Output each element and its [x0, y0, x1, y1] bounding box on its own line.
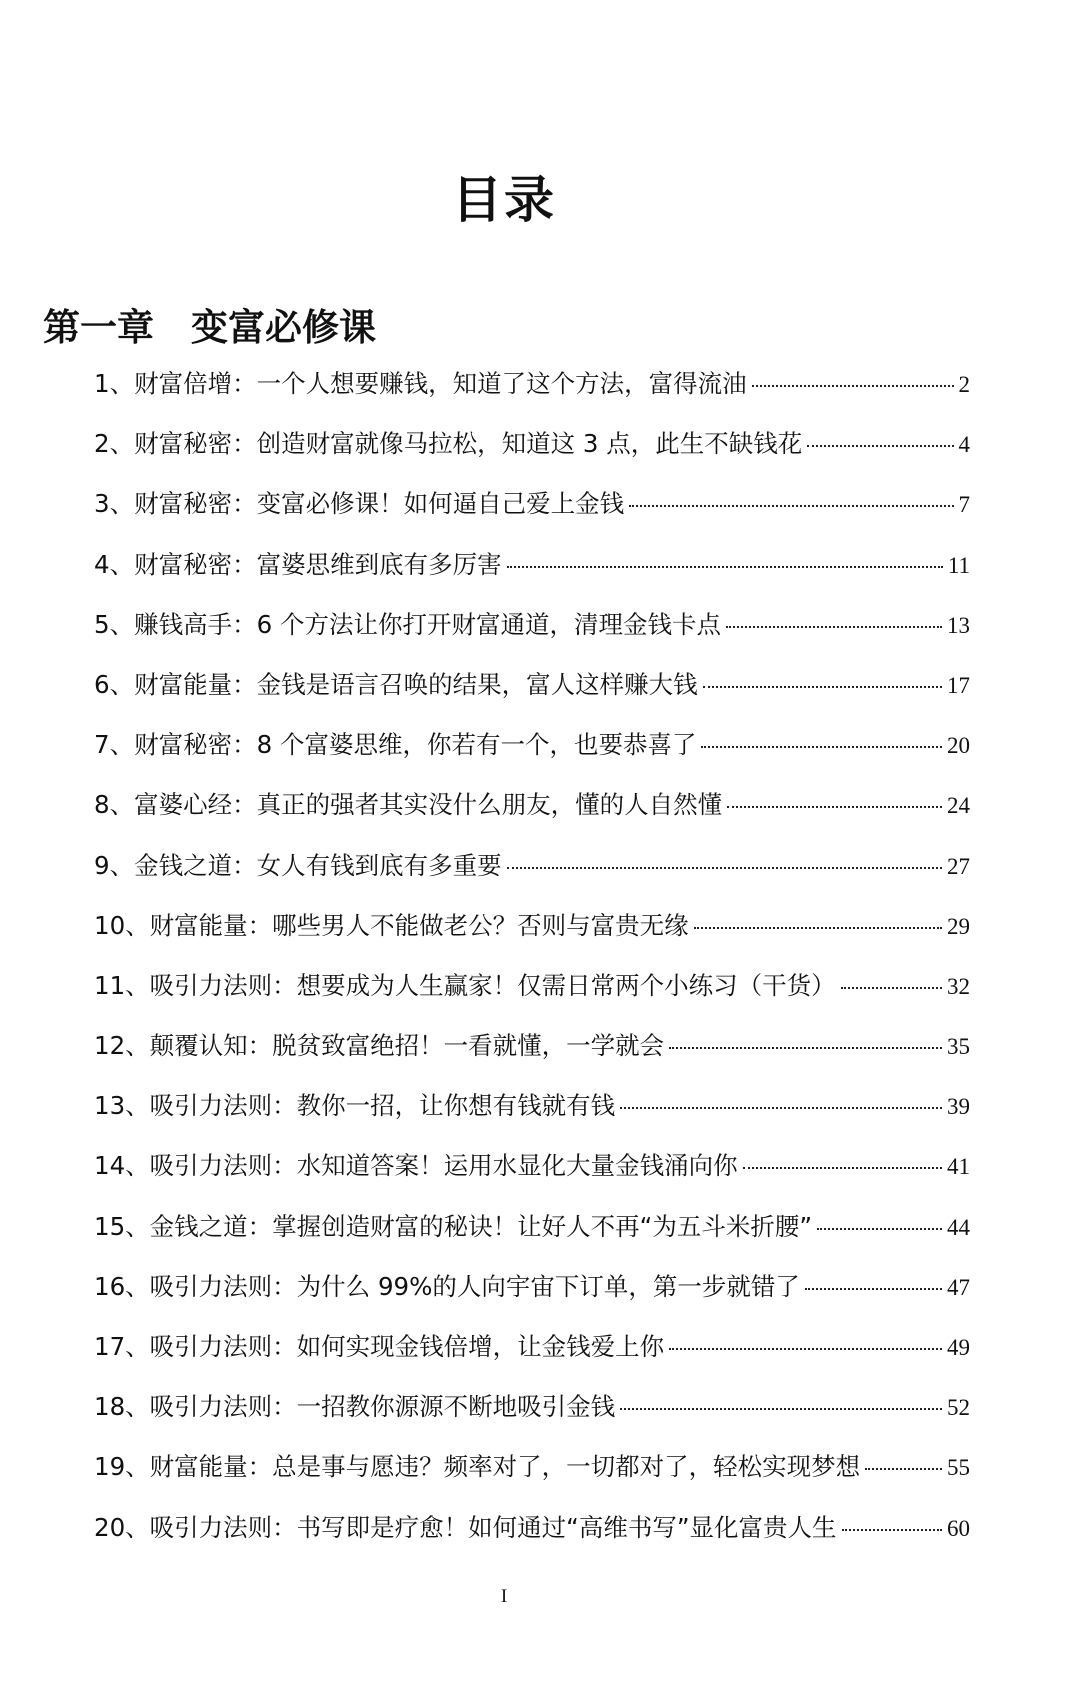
toc-entry[interactable] — [94, 1211, 970, 1271]
toc-entry[interactable] — [94, 1391, 970, 1451]
toc-entry-page: 39 — [947, 1094, 970, 1120]
toc-entry-page: 27 — [947, 853, 970, 879]
toc-entry-page: 4 — [958, 432, 970, 458]
toc-entry-text: 11、吸引力法则：想要成为人生赢家！仅需日常两个小练习（干货） — [94, 970, 836, 1000]
chapter-title: 第一章 变富必修课 — [43, 306, 376, 349]
toc-entry-page: 24 — [947, 793, 970, 819]
toc-entry-text: 9、金钱之道：女人有钱到底有多重要 — [94, 850, 502, 880]
toc-entry-text: 1、财富倍增：一个人想要赚钱，知道了这个方法，富得流油 — [94, 369, 747, 398]
dot-leader — [620, 1107, 942, 1109]
toc-entry[interactable] — [94, 428, 970, 488]
toc-entry-text: 5、赚钱高手：6 个方法让你打开财富通道，清理金钱卡点 — [94, 609, 721, 639]
toc-entry-text: 7、财富秘密：8 个富婆思维，你若有一个，也要恭喜了 — [94, 730, 697, 760]
toc-entry[interactable] — [94, 1090, 970, 1150]
dot-leader — [752, 385, 954, 387]
dot-leader — [865, 1468, 942, 1470]
toc-entry[interactable] — [94, 850, 970, 910]
toc-entry-page: 2 — [958, 372, 970, 397]
toc-entry-page: 17 — [947, 672, 970, 698]
dot-leader — [507, 566, 943, 568]
toc-entry[interactable] — [94, 970, 970, 1030]
toc-entry-text: 14、吸引力法则：水知道答案！运用水显化大量金钱涌向你 — [94, 1151, 738, 1181]
dot-leader — [629, 505, 953, 507]
toc-entry[interactable] — [94, 488, 970, 548]
dot-leader — [817, 1228, 942, 1230]
toc-entry-page: 49 — [947, 1335, 970, 1360]
toc-entry-page: 52 — [947, 1395, 970, 1421]
toc-entry-page: 20 — [947, 733, 970, 759]
toc-entry[interactable] — [94, 1150, 970, 1210]
footer-page-number: I — [500, 1586, 508, 1607]
toc-entry-text: 2、财富秘密：创造财富就像马拉松，知道这 3 点，此生不缺钱花 — [94, 429, 803, 459]
toc-entry[interactable] — [94, 1512, 970, 1572]
toc-entry-page: 60 — [947, 1515, 970, 1541]
toc-entry[interactable] — [94, 368, 970, 428]
toc-entry-page: 41 — [947, 1154, 970, 1180]
toc-entry[interactable] — [94, 1271, 970, 1331]
toc-entry[interactable] — [94, 789, 970, 849]
toc-entry-text: 10、财富能量：哪些男人不能做老公？否则与富贵无缘 — [94, 910, 689, 940]
toc-entry[interactable] — [94, 1451, 970, 1511]
toc-entry[interactable] — [94, 609, 970, 669]
dot-leader — [841, 987, 942, 989]
dot-leader — [669, 1047, 942, 1049]
toc-entry-text: 12、颠覆认知：脱贫致富绝招！一看就懂，一学就会 — [94, 1031, 665, 1061]
toc-entry-text: 16、吸引力法则：为什么 99%的人向宇宙下订单，第一步就错了 — [94, 1271, 800, 1301]
toc-entry-page: 55 — [947, 1455, 970, 1481]
dot-leader — [842, 1529, 942, 1531]
toc-entry[interactable] — [94, 669, 970, 729]
toc-entry[interactable] — [94, 549, 970, 609]
toc-entry-page: 32 — [947, 973, 970, 999]
dot-leader — [620, 1408, 942, 1410]
dot-leader — [701, 746, 942, 748]
toc-list — [94, 368, 970, 1572]
toc-entry-page: 13 — [947, 612, 970, 638]
toc-entry-text: 19、财富能量：总是事与愿违？频率对了，一切都对了，轻松实现梦想 — [94, 1452, 861, 1482]
dot-leader — [669, 1348, 942, 1350]
page-title: 目录 — [452, 171, 556, 229]
toc-entry-text: 4、财富秘密：富婆思维到底有多厉害 — [94, 549, 502, 579]
toc-entry-text: 3、财富秘密：变富必修课！如何逼自己爱上金钱 — [94, 489, 625, 519]
toc-entry-page: 29 — [947, 913, 970, 939]
toc-entry-page: 44 — [947, 1214, 970, 1240]
toc-entry[interactable] — [94, 729, 970, 789]
toc-entry-text: 6、财富能量：金钱是语言召唤的结果，富人这样赚大钱 — [94, 669, 698, 699]
toc-entry-text: 8、富婆心经：真正的强者其实没什么朋友，懂的人自然懂 — [94, 790, 723, 820]
dot-leader — [805, 1288, 942, 1290]
toc-entry[interactable] — [94, 1331, 970, 1391]
dot-leader — [726, 626, 942, 628]
toc-entry-text: 18、吸引力法则：一招教你源源不断地吸引金钱 — [94, 1392, 616, 1422]
dot-leader — [743, 1167, 942, 1169]
dot-leader — [507, 867, 942, 869]
toc-entry-text: 17、吸引力法则：如何实现金钱倍增，让金钱爱上你 — [94, 1332, 665, 1361]
toc-entry-text: 13、吸引力法则：教你一招，让你想有钱就有钱 — [94, 1091, 616, 1121]
toc-entry-page: 11 — [947, 552, 970, 578]
dot-leader — [694, 927, 942, 929]
dot-leader — [727, 806, 942, 808]
toc-entry[interactable] — [94, 1030, 970, 1090]
toc-entry-text: 20、吸引力法则：书写即是疗愈！如何通过“高维书写”显化富贵人生 — [94, 1512, 837, 1542]
toc-entry-text: 15、金钱之道：掌握创造财富的秘诀！让好人不再“为五斗米折腰” — [94, 1211, 813, 1241]
dot-leader — [807, 445, 953, 447]
toc-entry[interactable] — [94, 910, 970, 970]
dot-leader — [703, 686, 942, 688]
toc-entry-page: 35 — [947, 1034, 970, 1060]
toc-entry-page: 47 — [947, 1274, 970, 1300]
toc-entry-page: 7 — [958, 492, 970, 518]
